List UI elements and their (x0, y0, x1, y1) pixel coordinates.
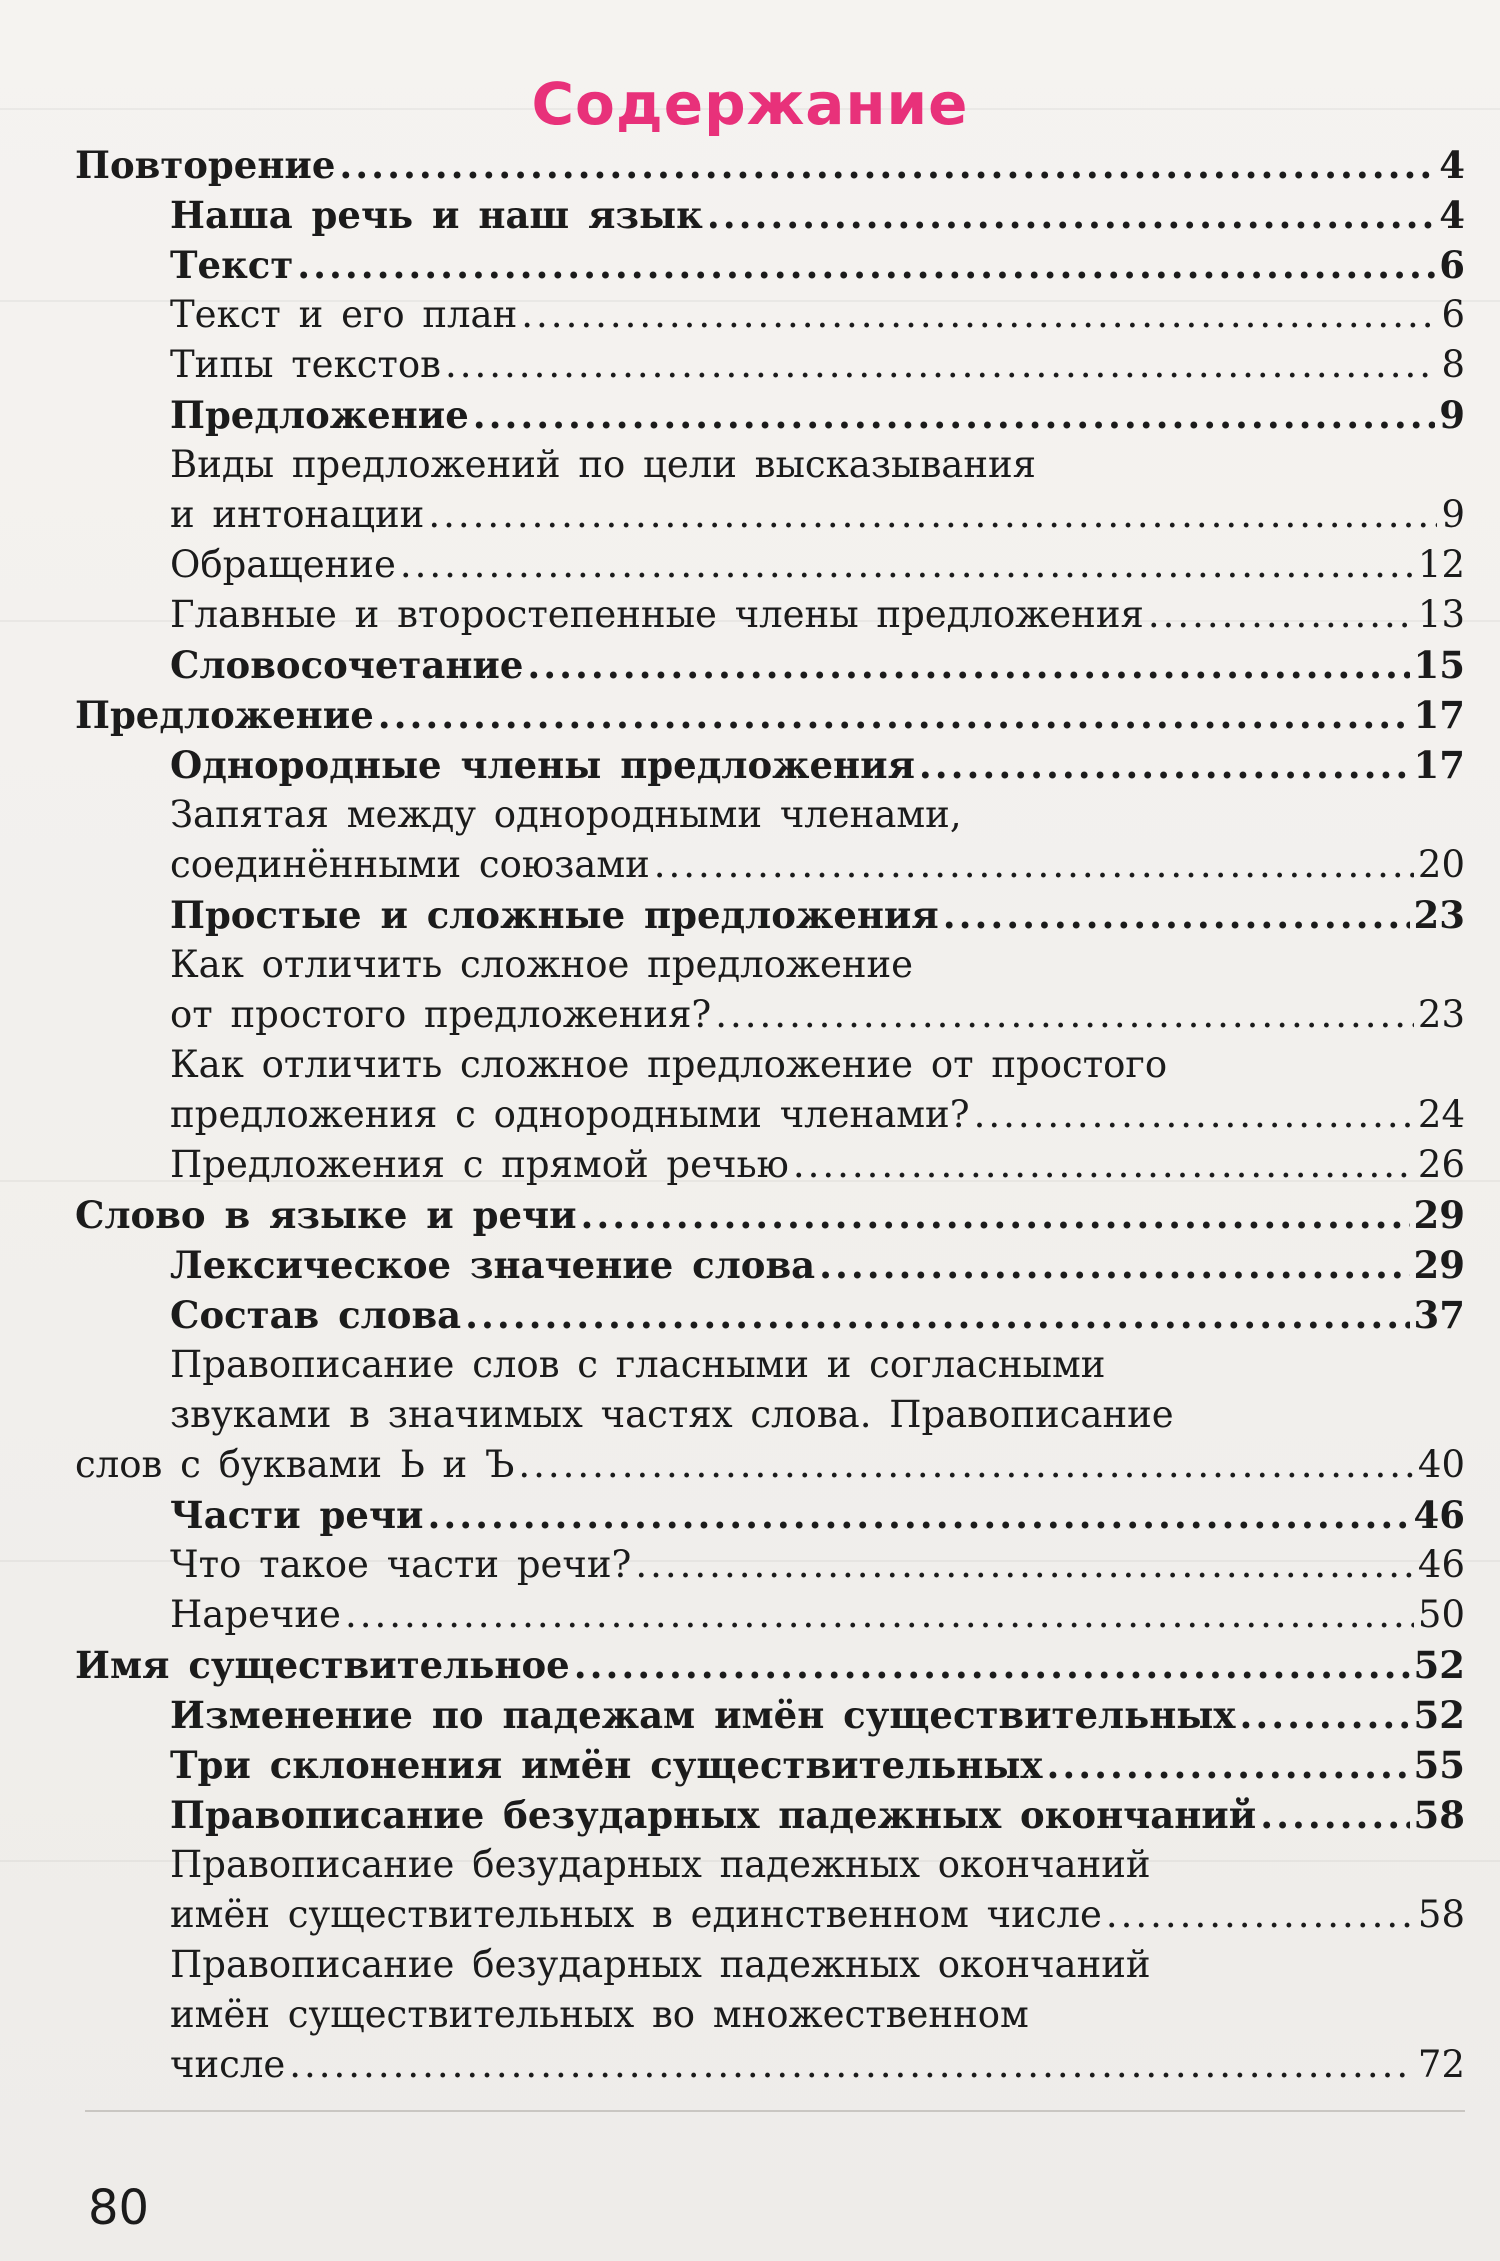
toc-entry-page: 24 (1417, 1093, 1465, 1136)
toc-entry-title: Повторение (75, 143, 336, 187)
toc-entry-title: Главные и второстепенные члены предложения (170, 593, 1144, 636)
toc-entry-title: Предложения с прямой речью (170, 1143, 789, 1186)
toc-entry[interactable] (170, 1240, 1465, 1290)
toc-entry-page: 9 (1439, 393, 1465, 437)
toc-entry[interactable] (170, 540, 1465, 590)
toc-entry-title: имён существительных в единственном числе (170, 1893, 1102, 1936)
toc-entry-page: 23 (1417, 993, 1465, 1036)
toc-leader (427, 1490, 1409, 1540)
toc-entry-title: Состав слова (170, 1293, 462, 1337)
toc-entry-page: 17 (1413, 693, 1465, 737)
toc-leader (428, 490, 1437, 540)
toc-entry-line: Запятая между однородными членами, (170, 793, 962, 836)
toc-entry[interactable] (75, 1440, 1465, 1490)
toc-leader (793, 1140, 1414, 1190)
toc-entry-page: 20 (1417, 843, 1465, 886)
toc-entry-title: Три склонения имён существительных (170, 1743, 1043, 1787)
toc-entry[interactable] (170, 340, 1465, 390)
toc-leader (1239, 1690, 1409, 1740)
toc-entry-page: 15 (1413, 643, 1465, 687)
toc-entry-title: Изменение по падежам имён существительных (170, 1693, 1236, 1737)
toc-entry[interactable] (170, 190, 1465, 240)
toc-leader (715, 990, 1414, 1040)
toc-leader (1047, 1740, 1410, 1790)
toc-entry-page: 46 (1417, 1543, 1465, 1586)
toc-entry-title: от простого предложения? (170, 993, 712, 1036)
toc-entry-title: Однородные члены предложения (170, 743, 915, 787)
toc-entry[interactable] (170, 1140, 1465, 1190)
toc-entry-title: Простые и сложные предложения (170, 893, 939, 937)
toc-entry[interactable] (75, 1640, 1465, 1690)
toc-entry[interactable] (75, 140, 1465, 190)
toc-leader (378, 690, 1410, 740)
toc-entry-page: 37 (1413, 1293, 1465, 1337)
toc-entry-title: Части речи (170, 1493, 424, 1537)
toc-entry[interactable] (170, 1490, 1465, 1540)
toc-entry[interactable] (170, 490, 1465, 540)
toc-leader (919, 740, 1410, 790)
toc-leader (635, 1540, 1414, 1590)
toc-leader (974, 1090, 1414, 1140)
toc-leader (339, 140, 1435, 190)
toc-leader (445, 340, 1437, 390)
toc-entry-page: 55 (1413, 1743, 1465, 1787)
toc-leader (819, 1240, 1409, 1290)
toc-leader (1148, 590, 1414, 640)
toc-entry-title: Предложение (75, 693, 374, 737)
toc-entry[interactable] (170, 290, 1465, 340)
toc-entry[interactable] (170, 1090, 1465, 1140)
toc-entry-title: Наречие (170, 1593, 341, 1636)
toc-entry-page: 29 (1413, 1193, 1465, 1237)
toc-leader (654, 840, 1414, 890)
toc-entry[interactable] (170, 990, 1465, 1040)
toc-entry-page: 23 (1413, 893, 1465, 937)
toc-entry-title: числе (170, 2043, 286, 2086)
toc-entry-line: Правописание безударных падежных окончаний (170, 1843, 1151, 1886)
toc-entry-page: 72 (1417, 2043, 1465, 2086)
toc-entry-title: Типы текстов (170, 343, 441, 386)
toc-entry[interactable] (170, 1540, 1465, 1590)
toc-entry-title: Текст и его план (170, 293, 518, 336)
toc-entry[interactable] (170, 1890, 1465, 1940)
toc-leader (345, 1590, 1414, 1640)
toc-entry-title: Предложение (170, 393, 469, 437)
toc-leader (574, 1640, 1410, 1690)
toc-entry-title: Словосочетание (170, 643, 524, 687)
toc-entry-title: и интонации (170, 493, 425, 536)
toc-entry-title: Наша речь и наш язык (170, 193, 703, 237)
toc-leader (289, 2040, 1414, 2090)
toc-entry-page: 13 (1417, 593, 1465, 636)
toc-entry-title: соединёнными союзами (170, 843, 650, 886)
toc-entry-page: 52 (1413, 1693, 1465, 1737)
toc-entry-title: Текст (170, 243, 294, 287)
toc-entry-title: слов с буквами Ь и Ъ (75, 1443, 515, 1486)
toc-entry-page: 9 (1441, 493, 1465, 536)
toc-entry[interactable] (170, 240, 1465, 290)
toc-entry[interactable] (75, 690, 1465, 740)
toc-entry[interactable] (170, 890, 1465, 940)
toc-entry-page: 52 (1413, 1643, 1465, 1687)
toc-entry-line: имён существительных во множественном (170, 1993, 1029, 2036)
toc-entry[interactable] (170, 1740, 1465, 1790)
toc-leader (527, 640, 1409, 690)
toc-entry-page: 12 (1417, 543, 1465, 586)
toc-entry-line: Как отличить сложное предложение от простого (170, 1043, 1168, 1086)
toc-entry-page: 6 (1441, 293, 1465, 336)
toc-entry[interactable] (170, 1290, 1465, 1340)
toc-entry-line: звуками в значимых частях слова. Правописание (170, 1393, 1174, 1436)
toc-leader (297, 240, 1435, 290)
toc-entry[interactable] (170, 1590, 1465, 1640)
page-number: 80 (88, 2180, 150, 2236)
footer-divider (85, 2110, 1465, 2112)
toc-entry-title: Правописание безударных падежных окончаний (170, 1793, 1257, 1837)
toc-entry-page: 46 (1413, 1493, 1465, 1537)
toc-entry-page: 4 (1439, 143, 1465, 187)
toc-entry-page: 8 (1441, 343, 1465, 386)
toc-entry[interactable] (170, 2040, 1465, 2090)
toc-entry[interactable] (170, 640, 1465, 690)
toc-entry-title: Что такое части речи? (170, 1543, 632, 1586)
toc-entry-page: 40 (1417, 1443, 1465, 1486)
toc-leader (943, 890, 1410, 940)
toc-leader (521, 290, 1437, 340)
toc-leader (1260, 1790, 1409, 1840)
toc-leader (1106, 1890, 1414, 1940)
toc-entry[interactable] (170, 590, 1465, 640)
toc-entry[interactable] (170, 840, 1465, 890)
toc-entry-page: 50 (1417, 1593, 1465, 1636)
toc-leader (581, 1190, 1410, 1240)
toc-entry-line: Как отличить сложное предложение (170, 943, 914, 986)
toc-entry-page: 58 (1413, 1793, 1465, 1837)
toc-entry[interactable] (170, 1790, 1465, 1840)
toc-entry-page: 29 (1413, 1243, 1465, 1287)
toc-entry-page: 58 (1417, 1893, 1465, 1936)
toc-entry[interactable] (170, 740, 1465, 790)
toc-entry-title: Имя существительное (75, 1643, 570, 1687)
toc-entry-title: предложения с однородными членами? (170, 1093, 970, 1136)
toc-entry-line: Правописание слов с гласными и согласными (170, 1343, 1106, 1386)
toc-entry-page: 4 (1439, 193, 1465, 237)
page-title: Содержание (531, 70, 969, 138)
toc-leader (400, 540, 1414, 590)
toc-entry-title: Слово в языке и речи (75, 1193, 577, 1237)
toc-entry[interactable] (170, 1690, 1465, 1740)
toc-entry-title: Лексическое значение слова (170, 1243, 816, 1287)
toc-entry-title: Обращение (170, 543, 396, 586)
toc-entry-page: 6 (1439, 243, 1465, 287)
toc-entry[interactable] (75, 1190, 1465, 1240)
toc-leader (518, 1440, 1414, 1490)
toc-entry[interactable] (170, 390, 1465, 440)
toc-leader (707, 190, 1435, 240)
toc-entry-line: Правописание безударных падежных окончаний (170, 1943, 1151, 1986)
toc-entry-page: 26 (1417, 1143, 1465, 1186)
toc-leader (473, 390, 1436, 440)
toc-entry-page: 17 (1413, 743, 1465, 787)
toc-leader (465, 1290, 1409, 1340)
toc-entry-line: Виды предложений по цели высказывания (170, 443, 1037, 486)
